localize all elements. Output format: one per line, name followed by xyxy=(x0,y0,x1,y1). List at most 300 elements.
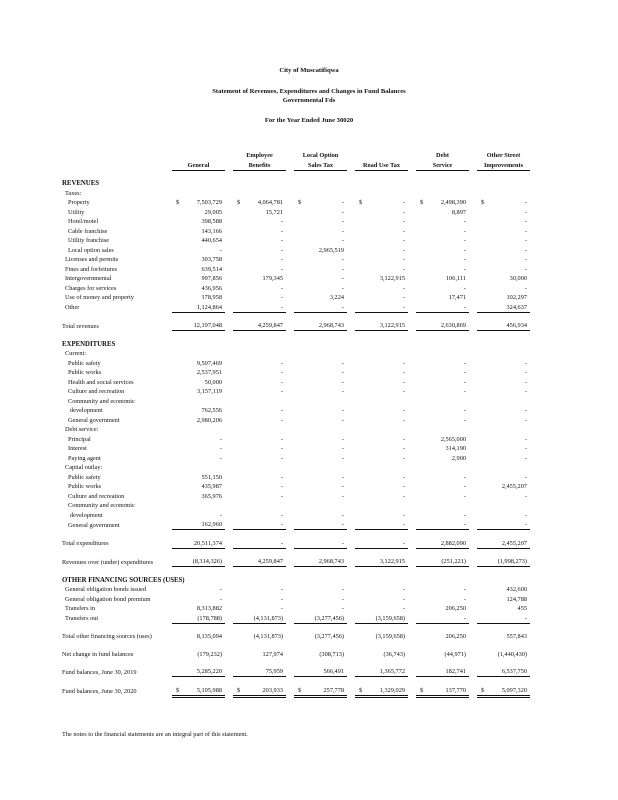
amount-value: - xyxy=(402,454,405,462)
amount-value: - xyxy=(280,294,283,301)
amount-cell xyxy=(477,387,530,397)
line-item-label: Public safety xyxy=(68,473,101,481)
spacer xyxy=(225,491,233,501)
amount-cell xyxy=(477,604,530,614)
amount-cell xyxy=(416,387,469,397)
amount-cell xyxy=(294,293,347,303)
spacer xyxy=(225,594,233,604)
amount-cell xyxy=(477,302,530,312)
amount-value: 5,285,220 xyxy=(196,668,222,675)
spacer xyxy=(408,387,416,397)
amount-cell xyxy=(294,321,347,331)
amount-cell xyxy=(233,321,286,331)
spacer xyxy=(286,649,294,659)
line-item-label: Property xyxy=(68,199,90,206)
amount-value: 9,507,469 xyxy=(196,359,222,367)
column-header-line1: Other Street xyxy=(486,151,521,159)
amount-value: - xyxy=(280,378,283,386)
spacer xyxy=(469,387,477,397)
amount-value: - xyxy=(280,605,283,612)
amount-value: 997,856 xyxy=(201,275,222,282)
amount-cell xyxy=(355,255,408,265)
spacer xyxy=(347,358,355,368)
amount-cell xyxy=(172,604,225,614)
amount-cell xyxy=(416,207,469,217)
amount-cell xyxy=(416,226,469,236)
amount-cell xyxy=(355,406,408,416)
spacer xyxy=(408,667,416,677)
spacer xyxy=(225,604,233,614)
column-header-line1: Local Option xyxy=(302,151,339,159)
amount-cell xyxy=(233,302,286,312)
spacer xyxy=(225,217,233,227)
spacer xyxy=(164,520,172,530)
line-item-row xyxy=(62,482,530,492)
spacer xyxy=(469,264,477,274)
spacer xyxy=(469,604,477,614)
amount-cell xyxy=(172,377,225,387)
amount-cell xyxy=(416,557,469,567)
amount-cell xyxy=(233,198,286,208)
amount-cell xyxy=(416,358,469,368)
column-header-row-1 xyxy=(62,150,530,160)
amount-cell xyxy=(477,453,530,463)
amount-cell xyxy=(477,491,530,501)
amount-cell xyxy=(355,377,408,387)
spacer xyxy=(164,415,172,425)
spacer xyxy=(347,387,355,397)
amount-cell xyxy=(172,538,225,548)
spacer xyxy=(286,415,294,425)
amount-cell xyxy=(172,685,225,696)
spacer xyxy=(225,302,233,312)
amount-cell xyxy=(294,649,347,659)
spacer xyxy=(286,377,294,387)
amount-value: 106,111 xyxy=(446,275,466,282)
amount-value: 4,259,847 xyxy=(257,322,283,329)
spacer xyxy=(164,283,172,293)
amount-value: - xyxy=(280,435,283,443)
column-header: General xyxy=(172,160,225,171)
amount-value: 456,934 xyxy=(506,322,527,329)
other-financing-heading xyxy=(62,575,530,585)
spacer xyxy=(469,255,477,265)
line-item-row xyxy=(62,207,530,217)
amount-cell xyxy=(294,472,347,482)
line-item-row xyxy=(62,604,530,614)
amount-value: - xyxy=(402,539,405,547)
amount-cell xyxy=(355,444,408,454)
amount-value: - xyxy=(280,359,283,367)
spacer xyxy=(225,255,233,265)
amount-cell xyxy=(355,613,408,623)
amount-cell xyxy=(355,472,408,482)
amount-cell xyxy=(477,613,530,623)
amount-value: - xyxy=(524,284,527,292)
amount-value: - xyxy=(341,369,344,376)
spacer xyxy=(469,217,477,227)
amount-cell xyxy=(477,368,530,378)
spacer xyxy=(347,434,355,444)
amount-cell xyxy=(294,283,347,293)
spacer xyxy=(225,368,233,378)
other-financing-heading: OTHER FINANCING SOURCES (USES) xyxy=(62,576,185,584)
amount-cell xyxy=(294,520,347,530)
amount-value: - xyxy=(341,378,344,386)
amount-value: 303,758 xyxy=(201,256,222,263)
amount-value: - xyxy=(219,246,222,254)
amount-cell xyxy=(294,444,347,454)
amount-value: - xyxy=(524,521,527,528)
spacer xyxy=(164,444,172,454)
amount-value: - xyxy=(402,511,405,519)
amount-value: - xyxy=(524,208,527,216)
amount-cell xyxy=(172,594,225,604)
spacer xyxy=(469,236,477,246)
amount-cell xyxy=(233,368,286,378)
amount-cell xyxy=(172,472,225,482)
amount-value: - xyxy=(280,521,283,528)
amount-cell xyxy=(172,585,225,595)
spacer xyxy=(164,557,172,567)
line-item-label: General government xyxy=(68,521,120,529)
spacer xyxy=(225,387,233,397)
currency-symbol: $ xyxy=(237,686,241,694)
amount-value: - xyxy=(463,586,466,593)
amount-value: - xyxy=(402,595,405,603)
amount-value: - xyxy=(341,511,344,519)
amount-value: 1,365,772 xyxy=(379,668,405,675)
amount-cell xyxy=(355,434,408,444)
line-item-label: Public works xyxy=(68,483,102,490)
currency-symbol: $ xyxy=(481,199,485,206)
amount-cell xyxy=(294,236,347,246)
amount-value: - xyxy=(280,256,283,263)
spacer xyxy=(408,293,416,303)
spacer xyxy=(286,491,294,501)
amount-value: - xyxy=(402,227,405,235)
amount-cell xyxy=(477,510,530,520)
amount-value: - xyxy=(524,246,527,254)
amount-value: 7,503,729 xyxy=(196,199,222,206)
spacer-row xyxy=(62,659,530,667)
currency-symbol: $ xyxy=(420,199,424,206)
amount-value: - xyxy=(280,539,283,547)
amount-cell xyxy=(416,613,469,623)
line-item-row xyxy=(62,453,530,463)
spacer xyxy=(286,302,294,312)
spacer xyxy=(408,368,416,378)
amount-value: 3,122,915 xyxy=(379,322,405,329)
amount-cell xyxy=(294,207,347,217)
line-item-row xyxy=(62,510,530,520)
spacer-row xyxy=(62,548,530,557)
spacer xyxy=(225,226,233,236)
spacer xyxy=(164,293,172,303)
spacer xyxy=(62,567,530,576)
spacer xyxy=(225,510,233,520)
spacer xyxy=(469,491,477,501)
amount-cell xyxy=(233,685,286,696)
spacer xyxy=(286,293,294,303)
spacer xyxy=(225,150,233,160)
amount-cell xyxy=(294,377,347,387)
amount-cell xyxy=(477,236,530,246)
line-item-label-row xyxy=(62,501,530,511)
amount-value: - xyxy=(341,237,344,244)
amount-cell xyxy=(294,491,347,501)
amount-value: 314,190 xyxy=(445,445,466,452)
spacer xyxy=(469,406,477,416)
amount-value: - xyxy=(463,511,466,519)
spacer xyxy=(408,649,416,659)
spacer xyxy=(408,510,416,520)
spacer xyxy=(347,217,355,227)
line-item-row xyxy=(62,585,530,595)
line-item-row xyxy=(62,472,530,482)
amount-value: (3,277,456) xyxy=(314,614,344,622)
spacer xyxy=(62,312,530,321)
column-header: Road Use Tax xyxy=(355,160,408,171)
column-header-line1 xyxy=(172,150,225,160)
amount-value: (44,971) xyxy=(444,650,466,658)
spacer xyxy=(408,255,416,265)
line-item-row xyxy=(62,434,530,444)
amount-cell xyxy=(355,491,408,501)
amount-cell xyxy=(355,594,408,604)
line-item-row xyxy=(62,444,530,454)
amount-value: (179,232) xyxy=(197,650,222,658)
amount-value: 15,721 xyxy=(265,208,283,216)
amount-value: (36,743) xyxy=(383,650,405,658)
spacer xyxy=(408,604,416,614)
amount-cell xyxy=(294,685,347,696)
amount-cell xyxy=(355,482,408,492)
spacer xyxy=(408,685,416,696)
amount-cell xyxy=(355,368,408,378)
amount-value: - xyxy=(280,416,283,424)
spacer xyxy=(225,207,233,217)
line-item-label: Hotel/motel xyxy=(68,218,99,225)
spacer xyxy=(408,226,416,236)
spacer xyxy=(469,613,477,623)
line-item-label: Fines and forfeitures xyxy=(65,265,118,273)
amount-cell xyxy=(416,632,469,642)
amount-value: - xyxy=(402,246,405,254)
amount-value: - xyxy=(402,199,405,206)
amount-value: 20,511,374 xyxy=(193,539,222,547)
statement-subtitle: Governmental Fds xyxy=(282,97,336,104)
spacer xyxy=(286,387,294,397)
amount-value: - xyxy=(280,227,283,235)
spacer xyxy=(286,613,294,623)
amount-value: - xyxy=(524,199,527,206)
amount-value: 6,537,750 xyxy=(501,668,527,675)
amount-cell xyxy=(477,406,530,416)
financial-statement-table xyxy=(62,150,530,698)
line-item-row xyxy=(62,377,530,387)
currency-symbol: $ xyxy=(176,199,180,206)
amount-value: - xyxy=(463,473,466,481)
amount-value: - xyxy=(280,246,283,254)
line-item-label: development xyxy=(70,407,103,414)
spacer xyxy=(408,434,416,444)
spacer xyxy=(164,538,172,548)
spacer xyxy=(225,198,233,208)
amount-value: - xyxy=(463,378,466,386)
amount-cell xyxy=(416,198,469,208)
amount-value: - xyxy=(341,265,344,273)
spacer xyxy=(225,585,233,595)
amount-cell xyxy=(477,444,530,454)
amount-cell xyxy=(172,274,225,284)
spacer xyxy=(164,255,172,265)
spacer xyxy=(225,482,233,492)
amount-cell xyxy=(294,245,347,255)
spacer xyxy=(164,217,172,227)
amount-cell xyxy=(172,293,225,303)
amount-value: - xyxy=(341,483,344,490)
line-item-row xyxy=(62,264,530,274)
amount-cell xyxy=(172,283,225,293)
spacer-row xyxy=(62,677,530,686)
amount-value: - xyxy=(341,539,344,547)
spacer xyxy=(164,226,172,236)
amount-cell xyxy=(355,415,408,425)
column-header-line1 xyxy=(355,150,408,160)
spacer xyxy=(164,264,172,274)
spacer xyxy=(408,520,416,530)
amount-cell xyxy=(233,613,286,623)
spacer xyxy=(225,538,233,548)
amount-value: - xyxy=(341,445,344,452)
amount-cell xyxy=(233,255,286,265)
amount-cell xyxy=(355,632,408,642)
amount-cell xyxy=(416,472,469,482)
amount-cell xyxy=(233,406,286,416)
amount-cell xyxy=(294,604,347,614)
line-item-label: Revenues over (under) expenditures xyxy=(62,558,154,566)
amount-cell xyxy=(172,226,225,236)
amount-cell xyxy=(233,538,286,548)
amount-cell xyxy=(294,226,347,236)
amount-cell xyxy=(416,482,469,492)
expenditures-heading: EXPENDITURES xyxy=(62,340,116,348)
amount-cell xyxy=(233,236,286,246)
amount-value: - xyxy=(402,445,405,452)
amount-value: - xyxy=(463,218,466,225)
amount-value: - xyxy=(280,473,283,481)
spacer xyxy=(347,198,355,208)
amount-cell xyxy=(294,585,347,595)
spacer xyxy=(164,368,172,378)
spacer xyxy=(164,434,172,444)
amount-value: - xyxy=(280,369,283,376)
amount-cell xyxy=(294,538,347,548)
amount-value: 102,297 xyxy=(506,294,527,301)
spacer xyxy=(164,387,172,397)
amount-value: - xyxy=(280,483,283,490)
amount-value: - xyxy=(280,511,283,519)
spacer xyxy=(62,677,530,686)
amount-cell xyxy=(416,685,469,696)
amount-value: 127,974 xyxy=(262,650,283,658)
amount-value: - xyxy=(524,614,527,622)
amount-value: 5,097,320 xyxy=(501,686,527,694)
spacer xyxy=(286,557,294,567)
amount-cell xyxy=(477,293,530,303)
amount-value: - xyxy=(280,595,283,603)
spacer xyxy=(347,274,355,284)
amount-cell xyxy=(172,434,225,444)
amount-value: 455 xyxy=(517,605,527,612)
line-item-row xyxy=(62,594,530,604)
amount-value: 206,250 xyxy=(445,633,466,640)
spacer xyxy=(164,274,172,284)
amount-cell xyxy=(172,321,225,331)
spacer xyxy=(286,434,294,444)
line-item-row xyxy=(62,406,530,416)
amount-cell xyxy=(294,482,347,492)
amount-value: 2,968,743 xyxy=(318,322,344,329)
amount-cell xyxy=(172,217,225,227)
amount-cell xyxy=(355,685,408,696)
spacer xyxy=(469,482,477,492)
amount-value: - xyxy=(463,614,466,622)
spacer xyxy=(286,406,294,416)
amount-cell xyxy=(416,510,469,520)
line-item-row xyxy=(62,491,530,501)
amount-cell xyxy=(172,453,225,463)
spacer xyxy=(164,649,172,659)
amount-cell xyxy=(172,667,225,677)
spacer xyxy=(286,685,294,696)
amount-cell xyxy=(172,482,225,492)
amount-value: - xyxy=(341,303,344,311)
amount-value: 365,976 xyxy=(201,492,222,500)
amount-cell xyxy=(477,245,530,255)
column-header: Sales Tax xyxy=(294,160,347,171)
spacer xyxy=(347,632,355,642)
amount-value: - xyxy=(402,359,405,367)
line-item-label: Interest xyxy=(68,445,87,452)
line-item-label: development xyxy=(70,511,103,519)
spacer xyxy=(164,491,172,501)
spacer xyxy=(408,453,416,463)
spacer xyxy=(469,632,477,642)
amount-cell xyxy=(233,226,286,236)
amount-value: 29,005 xyxy=(204,208,222,216)
spacer xyxy=(286,226,294,236)
entity-name: City of Muscatifiqwa xyxy=(279,67,339,74)
amount-cell xyxy=(416,604,469,614)
spacer xyxy=(469,226,477,236)
amount-value: 2,965,519 xyxy=(318,246,344,254)
amount-value: (1,440,430) xyxy=(497,650,527,658)
spacer xyxy=(469,302,477,312)
spacer xyxy=(347,160,355,171)
spacer xyxy=(408,482,416,492)
amount-cell xyxy=(355,387,408,397)
amount-cell xyxy=(355,604,408,614)
spacer xyxy=(347,283,355,293)
amount-cell xyxy=(477,377,530,387)
spacer xyxy=(225,520,233,530)
line-item-label: Net change in fund balances xyxy=(62,650,134,658)
taxes-label xyxy=(62,188,530,198)
amount-cell xyxy=(355,274,408,284)
amount-value: - xyxy=(402,416,405,424)
